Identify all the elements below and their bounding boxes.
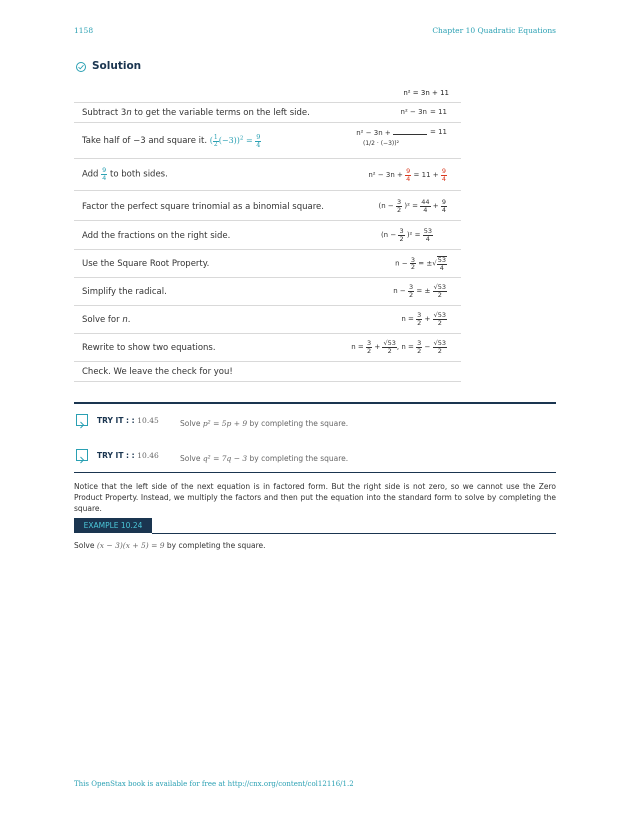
solution-title: Solution — [92, 60, 142, 72]
table-row: Add the fractions on the right side. (n − $\frac{3}{2}$ )² = $\frac{53}{4}$ — [74, 221, 461, 250]
try-it-label: TRY IT : : 10.46 — [97, 451, 159, 460]
solution-steps-table — [74, 86, 461, 382]
section-divider — [74, 472, 556, 473]
half-square-expression: ( $\frac{1}{2}$ (−3))$^2$ = $\frac{9}{4}$ — [209, 133, 261, 149]
top-equation: n² = 3n + 11 — [403, 89, 449, 97]
under-blank-expression: (1/2 · (−3))² — [363, 140, 399, 147]
table-row: Simplify the radical. n − $\frac{3}{2}$ = ± $\frac{√53}{2}$ — [74, 278, 461, 306]
section-divider — [74, 402, 556, 404]
chevron-right-icon[interactable] — [76, 449, 88, 461]
table-row: Check. We leave the check for you! — [74, 362, 461, 382]
check-circle-icon — [76, 62, 86, 72]
example-badge: EXAMPLE 10.24 — [74, 518, 152, 533]
try-it-problem: Solve p² = 5p + 9 by completing the square. — [180, 419, 349, 428]
example-rule — [152, 533, 556, 534]
table-row: Add $\frac{9}{4}$ to both sides. n² − 3n + $\frac{9}{4}$ = 11 + $\frac{9}{4}$ — [74, 159, 461, 191]
try-it-label: TRY IT : : 10.45 — [97, 416, 159, 425]
page-number: 1158 — [74, 26, 94, 35]
table-row: Take half of −3 and square it. ( $\frac{1}{2}$ (−3))$^2$ = $\frac{9}{4}$ n² − 3n + = 11 (1/2 · (−3))² — [74, 123, 461, 159]
try-it-problem: Solve q² = 7q − 3 by completing the square. — [180, 454, 349, 463]
table-row: Subtract 3n to get the variable terms on the left side. n² − 3n = 11 — [74, 103, 461, 123]
example-problem: Solve (x − 3)(x + 5) = 9 by completing the square. — [74, 541, 266, 550]
table-row: Factor the perfect square trinomial as a binomial square. (n − $\frac{3}{2}$ )² = $\frac{44}{4}$ + $\frac{9}{4}$ — [74, 191, 461, 221]
table-row — [74, 86, 461, 103]
body-paragraph: Notice that the left side of the next equation is in factored form. But the right side is not zero, so we cannot use the Zero Product Property. Instead, we multiply the factors and then put the equation into the standard form to solve by completing the square. — [74, 482, 556, 513]
chevron-right-icon[interactable] — [76, 414, 88, 426]
footer-note: This OpenStax book is available for free at http://cnx.org/content/col12116/1.2 — [74, 780, 354, 788]
table-row: Use the Square Root Property. n − $\frac{3}{2}$ = ±√ $\frac{53}{4}$ — [74, 250, 461, 278]
table-row: Solve for n. n = $\frac{3}{2}$ + $\frac{√53}{2}$ — [74, 306, 461, 334]
chapter-title: Chapter 10 Quadratic Equations — [432, 26, 556, 35]
table-row: Rewrite to show two equations. n = $\frac{3}{2}$ + $\frac{√53}{2}$ , n = $\frac{3}{2}$ − $\frac{√53}{2}$ — [74, 334, 461, 362]
